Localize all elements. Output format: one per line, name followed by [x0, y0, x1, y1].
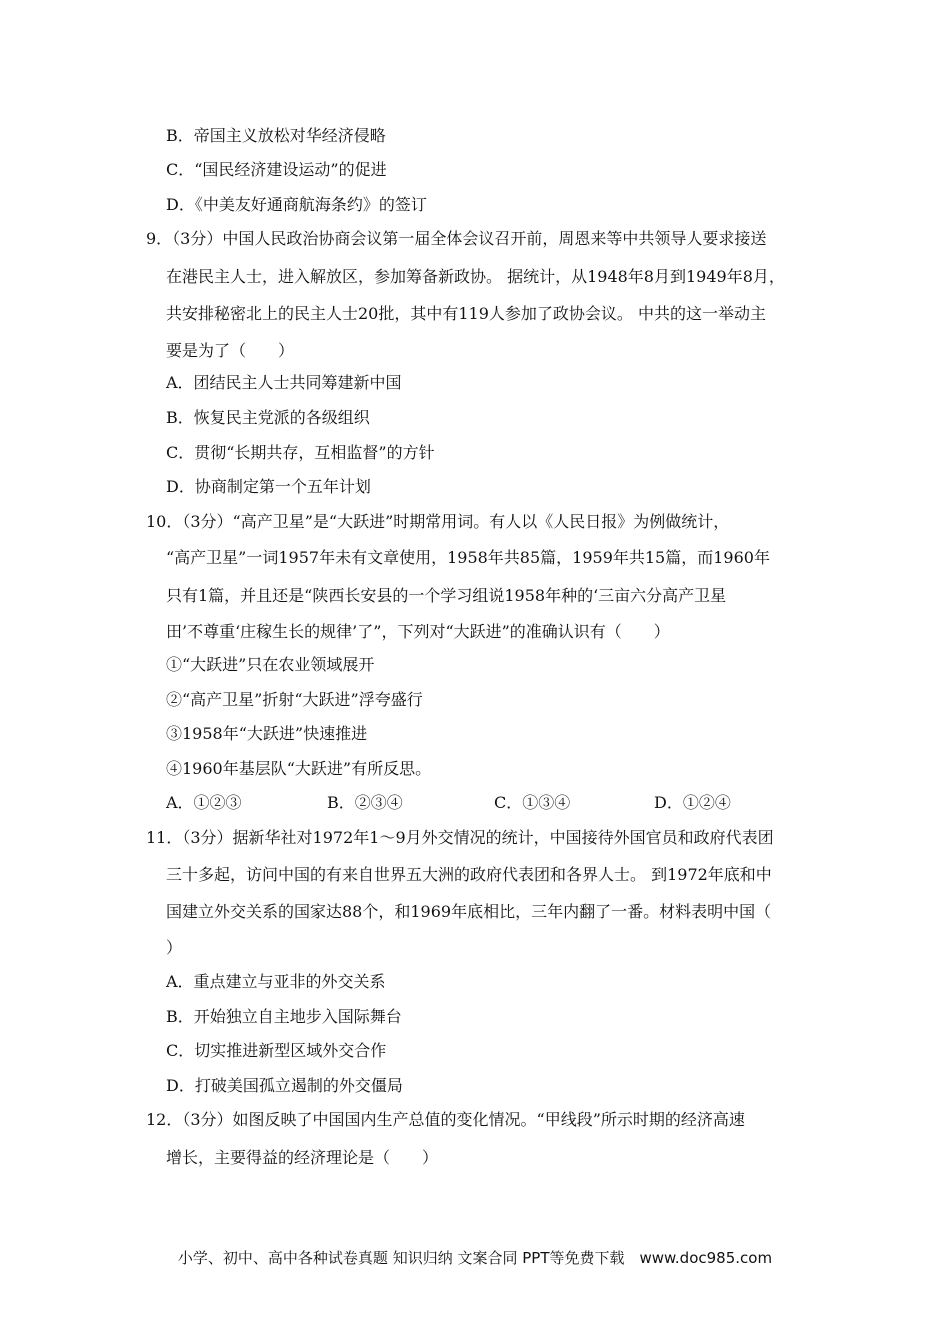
q11-stem-line-1: 11．（3分）据新华社对1972年1～9月外交情况的统计，中国接待外国官员和政府代表团: [146, 828, 774, 847]
q10-option-c: C．①③④: [494, 793, 571, 812]
q12-stem-line-2: 增长，主要得益的经济理论是（ ）: [166, 1148, 439, 1167]
q9-stem-line-3: 共安排秘密北上的民主人士20批，其中有119人参加了政协会议。 中共的这一举动主: [166, 304, 766, 323]
page-footer: 小学、初中、高中各种试卷真题 知识归纳 文案合同 PPT等免费下载 www.doc985.com: [177, 1249, 773, 1267]
q11-option-d: D．打破美国孤立遏制的外交僵局: [166, 1076, 403, 1095]
q11-option-b: B．开始独立自主地步入国际舞台: [166, 1007, 402, 1026]
q10-statement-3: ③1958年“大跃进”快速推进: [166, 724, 368, 743]
q9-option-b: B．恢复民主党派的各级组织: [166, 408, 370, 427]
q10-option-b: B．②③④: [327, 793, 403, 812]
q10-stem-line-3: 只有1篇，并且还是“陕西长安县的一个学习组说1958年种的‘三亩六分高产卫星: [166, 586, 727, 605]
q9-stem-line-1: 9．（3分）中国人民政治协商会议第一届全体会议召开前，周恩来等中共领导人要求接送: [146, 229, 767, 248]
prev-question-option-b: B．帝国主义放松对华经济侵略: [166, 126, 386, 145]
q11-stem-line-2: 三十多起，访问中国的有来自世界五大洲的政府代表团和各界人士。 到1972年底和中: [166, 865, 772, 884]
q10-option-a: A．①②③: [166, 793, 242, 812]
prev-question-option-d: D．《中美友好通商航海条约》的签订: [166, 195, 427, 214]
q11-option-a: A．重点建立与亚非的外交关系: [166, 972, 386, 991]
q10-option-d: D．①②④: [654, 793, 731, 812]
q9-option-a: A．团结民主人士共同筹建新中国: [166, 373, 402, 392]
q10-stem-line-1: 10．（3分）“高产卫星”是“大跃进”时期常用词。有人以《人民日报》为例做统计，: [146, 512, 730, 531]
q9-option-d: D．协商制定第一个五年计划: [166, 477, 371, 496]
q11-stem-line-3: 国建立外交关系的国家达88个，和1969年底相比，三年内翻了一番。材料表明中国（: [166, 902, 772, 921]
q10-statement-1: ①“大跃进”只在农业领域展开: [166, 655, 375, 674]
q9-stem-line-4: 要是为了（ ）: [166, 341, 295, 360]
q10-stem-line-2: “高产卫星”一词1957年未有文章使用，1958年共85篇，1959年共15篇，而1960年: [166, 548, 770, 567]
q10-statement-4: ④1960年基层队“大跃进”有所反思。: [166, 759, 432, 778]
q9-stem-line-2: 在港民主人士，进入解放区，参加筹备新政协。 据统计，从1948年8月到1949年8月，: [166, 267, 785, 286]
q9-option-c: C．贯彻“长期共存，互相监督”的方针: [166, 443, 435, 462]
q12-stem-line-1: 12．（3分）如图反映了中国国内生产总值的变化情况。“甲线段”所示时期的经济高速: [146, 1110, 745, 1129]
q10-stem-line-4: 田’不尊重‘庄稼生长的规律’了”，下列对“大跃进”的准确认识有（ ）: [166, 622, 670, 641]
q11-option-c: C．切实推进新型区域外交合作: [166, 1041, 387, 1060]
q11-stem-line-4: ）: [166, 938, 183, 957]
prev-question-option-c: C．“国民经济建设运动”的促进: [166, 160, 387, 179]
q10-statement-2: ②“高产卫星”折射“大跃进”浮夸盛行: [166, 690, 423, 709]
